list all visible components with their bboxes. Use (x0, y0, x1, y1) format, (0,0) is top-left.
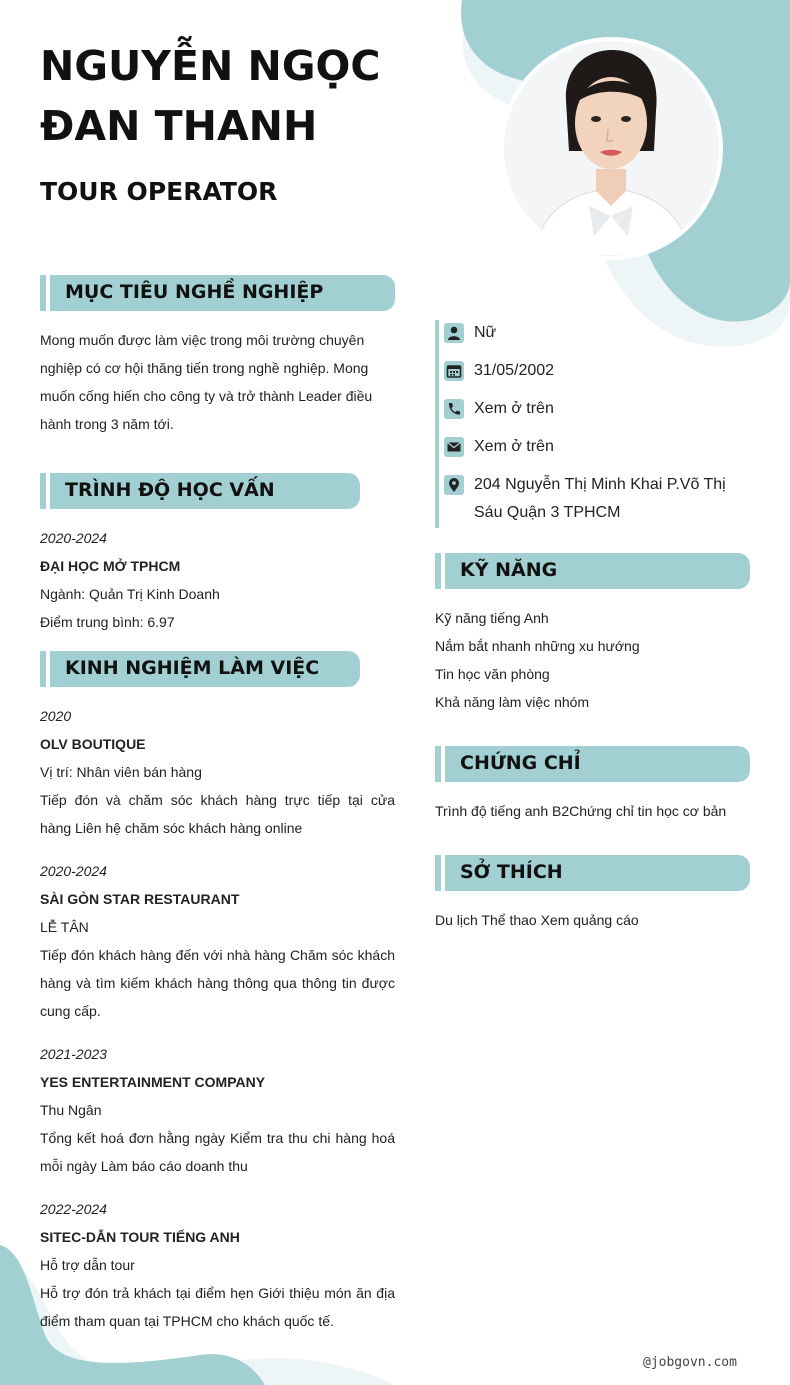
section-header-experience (40, 651, 360, 687)
contact-accent-bar (435, 320, 439, 528)
education-period: 2020-2024 (40, 530, 107, 546)
experience-description-line: Tổng kết hoá đơn hằng ngày Kiểm tra thu chi hàng hoá (40, 1130, 395, 1146)
skill-item: Tin học văn phòng (435, 666, 550, 682)
section-title-career-objective: MỤC TIÊU NGHỀ NGHIỆP (65, 281, 324, 303)
experience-period: 2020 (40, 708, 72, 724)
contact-phone: Xem ở trên (474, 400, 554, 417)
skill-item: Nắm bắt nhanh những xu hướng (435, 638, 640, 654)
contact-address-line: 204 Nguyễn Thị Minh Khai P.Võ Thị (474, 476, 726, 493)
section-header-certificates (435, 746, 750, 782)
certificates-text: Trình độ tiếng anh B2Chứng chỉ tin học cơ bản (435, 803, 727, 819)
mail-icon (444, 437, 464, 457)
experience-description-line: Tiếp đón và chăm sóc khách hàng trực tiếp tại cửa (40, 792, 395, 808)
contact-birthday: 31/05/2002 (474, 362, 555, 379)
skill-item: Kỹ năng tiếng Anh (435, 610, 549, 626)
section-title-skills: KỸ NĂNG (460, 559, 558, 581)
phone-icon (444, 399, 464, 419)
experience-company: SITEC-DẪN TOUR TIẾNG ANH (40, 1229, 240, 1245)
education-major: Ngành: Quản Trị Kinh Doanh (40, 586, 220, 602)
objective-line: Mong muốn được làm việc trong môi trường chuyên (40, 332, 365, 348)
education-school: ĐẠI HỌC MỞ TPHCM (40, 558, 181, 574)
candidate-name-line-1: NGUYỄN NGỌC (40, 42, 381, 90)
profile-photo (500, 37, 723, 260)
experience-role: Thu Ngân (40, 1102, 102, 1118)
objective-line: muốn cống hiến cho công ty và trở thành Leader điều (40, 388, 373, 404)
experience-role: LỄ TÂN (40, 919, 89, 935)
skill-item: Khả năng làm việc nhóm (435, 694, 590, 710)
candidate-name (40, 36, 440, 156)
experience-description-line: cung cấp. (40, 1003, 101, 1019)
section-header-education (40, 473, 360, 509)
section-title-education: TRÌNH ĐỘ HỌC VẤN (65, 479, 275, 501)
experience-role: Hỗ trợ dẫn tour (40, 1257, 135, 1273)
person-icon (444, 323, 464, 343)
experience-description-line: điểm tham quan tại TPHCM cho khách quốc tế. (40, 1313, 334, 1329)
experience-company: OLV BOUTIQUE (40, 736, 146, 752)
section-title-experience: KINH NGHIỆM LÀM VIỆC (65, 657, 320, 679)
section-header-career-objective (40, 275, 395, 311)
hobbies-text: Du lịch Thể thao Xem quảng cáo (435, 912, 639, 928)
experience-role: Vị trí: Nhân viên bán hàng (40, 764, 202, 780)
section-title-certificates: CHỨNG CHỈ (460, 752, 581, 774)
experience-description-line: hàng Liên hệ chăm sóc khách hàng online (40, 820, 303, 836)
contact-gender: Nữ (474, 324, 497, 341)
location-pin-icon (444, 475, 464, 495)
section-title-hobbies: SỞ THÍCH (460, 861, 563, 883)
objective-line: hành trong 3 năm tới. (40, 416, 174, 432)
experience-period: 2021-2023 (40, 1046, 107, 1062)
experience-period: 2022-2024 (40, 1201, 107, 1217)
watermark: @jobgovn.com (643, 1355, 737, 1370)
experience-description-line: mỗi ngày Làm báo cáo doanh thu (40, 1158, 248, 1174)
objective-line: nghiệp có cơ hội thăng tiến trong nghề nghiệp. Mong (40, 360, 369, 376)
contact-email: Xem ở trên (474, 438, 554, 455)
experience-description-line: Tiếp đón khách hàng đến với nhà hàng Chăm sóc khách (40, 947, 395, 963)
section-header-skills (435, 553, 750, 589)
contact-address-line: Sáu Quận 3 TPHCM (474, 504, 621, 521)
job-title: TOUR OPERATOR (40, 177, 278, 206)
section-header-hobbies (435, 855, 750, 891)
candidate-name-line-2: ĐAN THANH (40, 102, 318, 150)
experience-period: 2020-2024 (40, 863, 107, 879)
experience-description-line: Hỗ trợ đón trả khách tại điểm hẹn Giới thiệu món ăn địa (40, 1285, 395, 1301)
calendar-icon (444, 361, 464, 381)
experience-company: SÀI GÒN STAR RESTAURANT (40, 891, 240, 907)
experience-description-line: hàng và tìm kiếm khách hàng thông qua thông tin được (40, 975, 395, 991)
experience-company: YES ENTERTAINMENT COMPANY (40, 1074, 266, 1090)
education-gpa: Điểm trung bình: 6.97 (40, 614, 175, 630)
